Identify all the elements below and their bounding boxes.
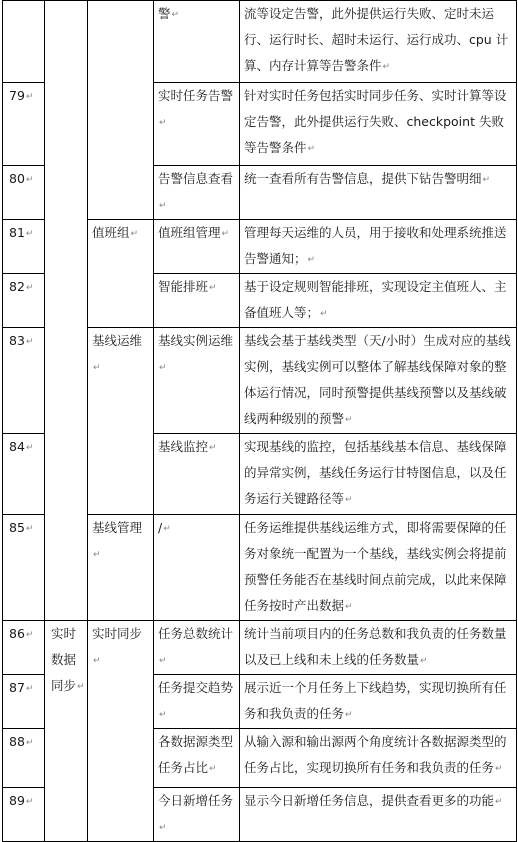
feature-cell: 基线实例运维↵ [154, 328, 240, 434]
feature-cell: 各数据源类型任务占比↵ [154, 729, 240, 788]
feature-cell: 警↵ [154, 1, 240, 83]
feature-cell: 实时任务告警↵ [154, 83, 240, 166]
description-cell: 管理每天运维的人员，用于接收和处理系统推送告警通知；↵ [240, 220, 517, 274]
row-number: 85↵ [3, 515, 45, 621]
row-number: 84↵ [3, 434, 45, 515]
description-cell: 针对实时任务包括实时同步任务、实时计算等设定告警，此外提供运行失败、checkpoint 失败等告警条件↵ [240, 83, 517, 166]
description-cell: 任务运维提供基线运维方式，即将需要保障的任务对象统一配置为一个基线，基线实例会将提前预警任务能否在基线时间点前完成，以此来保障任务按时产出数据↵ [240, 515, 517, 621]
description-cell: 从输入源和输出源两个角度统计各数据源类型的任务占比，实现切换所有任务和我负责的任务↵ [240, 729, 517, 788]
row-number [3, 1, 45, 83]
table-row [3, 621, 517, 675]
description-cell: 基于设定规则智能排班，实现设定主值班人、主备值班人等；↵ [240, 274, 517, 328]
table-row [3, 1, 517, 83]
category-cell [45, 1, 88, 621]
row-number: 82↵ [3, 274, 45, 328]
description-cell: 显示今日新增任务信息，提供查看更多的功能↵ [240, 788, 517, 842]
feature-cell: 值班组管理↵ [154, 220, 240, 274]
module-cell: 值班组↵ [88, 220, 154, 328]
row-number: 83↵ [3, 328, 45, 434]
description-cell: 展示近一个月任务上下线趋势，实现切换所有任务和我负责的任务↵ [240, 675, 517, 729]
description-cell: 流等设定告警，此外提供运行失败、定时未运行、运行时长、超时未运行、运行成功、cpu 计算、内存计算等告警条件↵ [240, 1, 517, 83]
feature-cell: 任务总数统计↵ [154, 621, 240, 675]
feature-cell: 智能排班↵ [154, 274, 240, 328]
description-cell: 基线会基于基线类型（天/小时）生成对应的基线实例，基线实例可以整体了解基线保障对象的整体运行情况，同时预警提供基线预警以及基线破线两种级别的预警↵ [240, 328, 517, 434]
feature-cell: 告警信息查看↵ [154, 166, 240, 220]
feature-cell: 任务提交趋势↵ [154, 675, 240, 729]
row-number: 87↵ [3, 675, 45, 729]
feature-cell: /↵ [154, 515, 240, 621]
feature-cell: 基线监控↵ [154, 434, 240, 515]
description-cell: 统一查看所有告警信息，提供下钻告警明细↵ [240, 166, 517, 220]
row-number: 81↵ [3, 220, 45, 274]
row-number: 80↵ [3, 166, 45, 220]
module-cell: 基线运维↵ [88, 328, 154, 515]
module-cell [88, 1, 154, 220]
module-cell: 基线管理↵ [88, 515, 154, 621]
description-cell: 实现基线的监控，包括基线基本信息、基线保障的异常实例，基线任务运行甘特图信息，以及任务运行关键路径等↵ [240, 434, 517, 515]
row-number: 86↵ [3, 621, 45, 675]
row-number: 79↵ [3, 83, 45, 166]
description-cell: 统计当前项目内的任务总数和我负责的任务数量以及已上线和未上线的任务数量↵ [240, 621, 517, 675]
row-number: 89↵ [3, 788, 45, 842]
row-number: 88↵ [3, 729, 45, 788]
feature-cell: 今日新增任务↵ [154, 788, 240, 842]
requirements-table [2, 0, 517, 842]
module-cell: 实时同步↵ [88, 621, 154, 842]
category-cell: 实时数据同步↵ [45, 621, 88, 842]
